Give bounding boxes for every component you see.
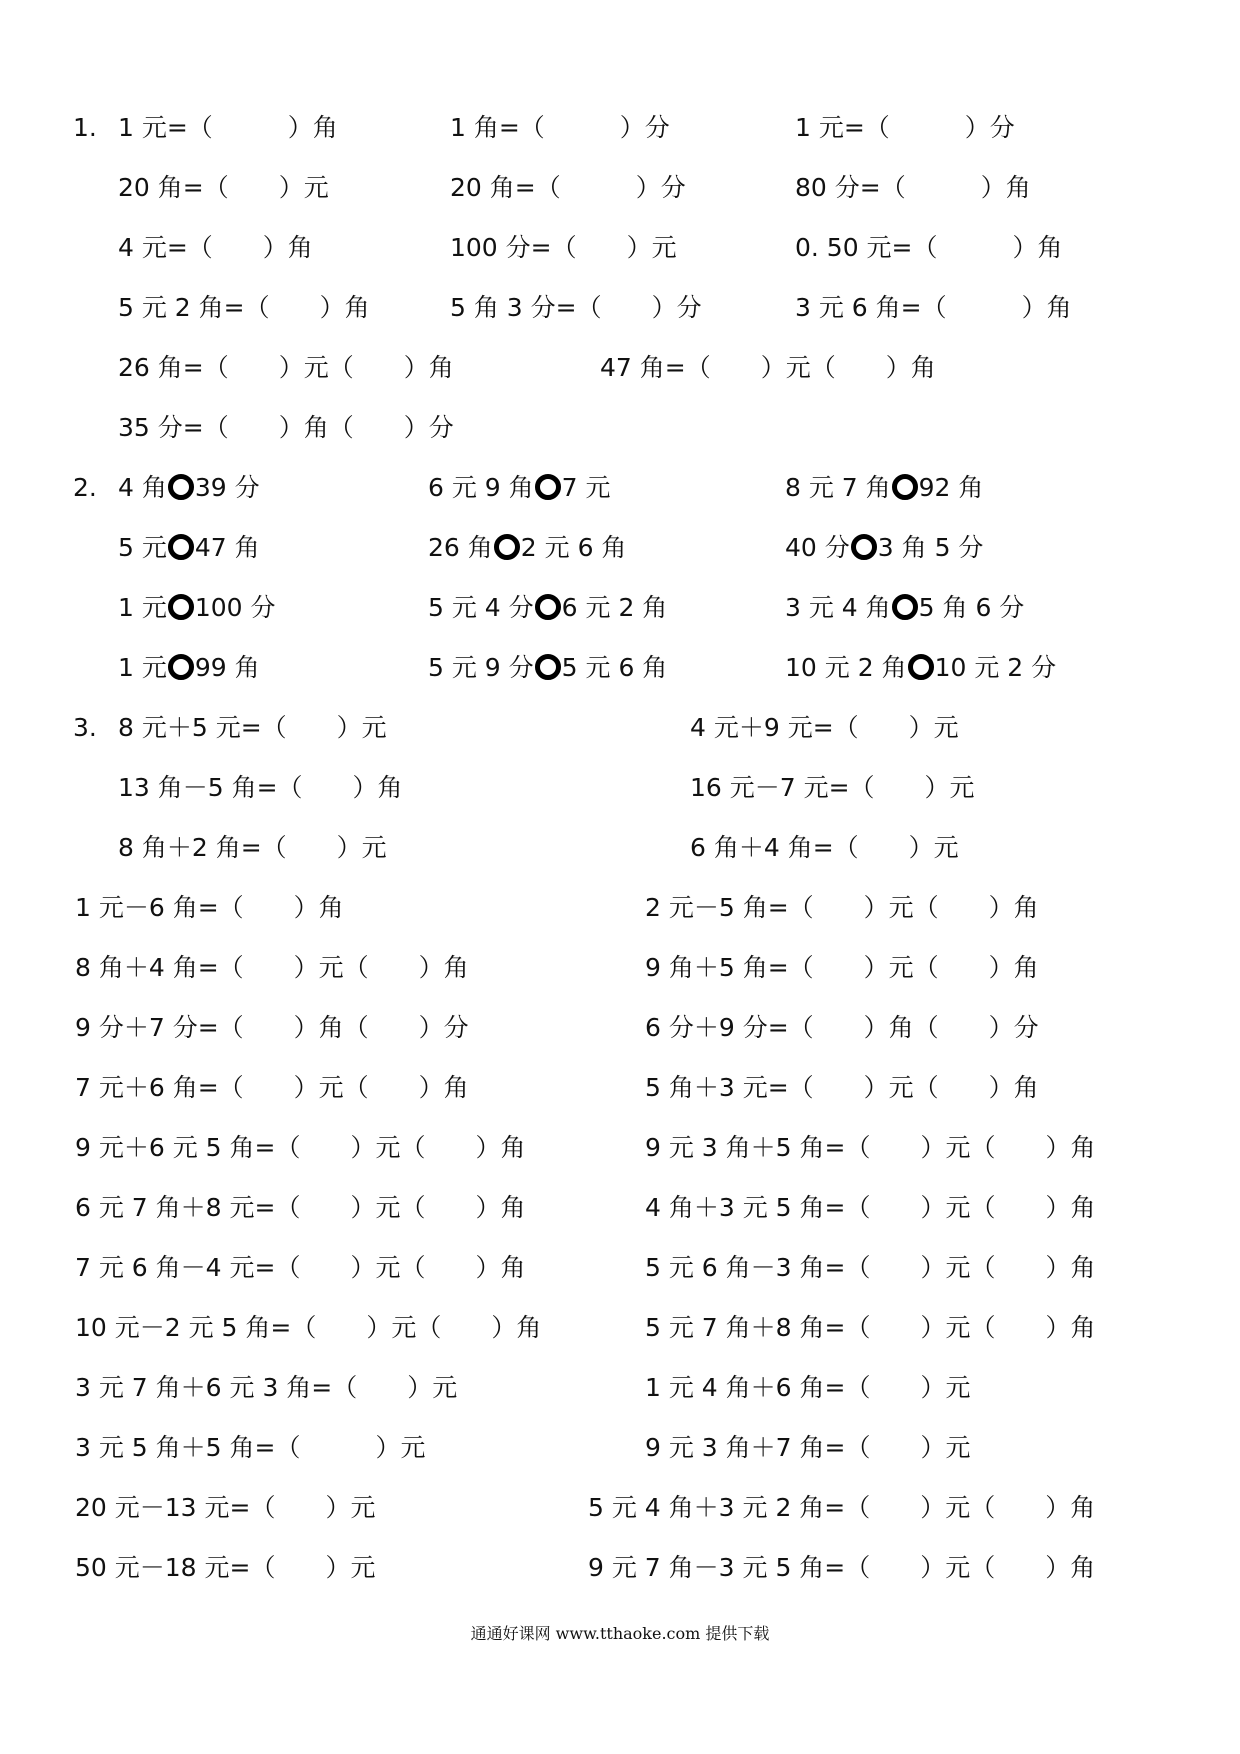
section-3-row-1 — [0, 708, 1240, 748]
compare-circle[interactable] — [168, 474, 194, 500]
comparison-right: 100 分 — [194, 593, 276, 622]
problem: 5 元 2 角=（ ）角 — [118, 293, 370, 322]
problem: 9 元 7 角－3 元 5 角=（ ）元（ ）角 — [588, 1553, 1096, 1582]
problem: 4 元=（ ）角 — [118, 233, 313, 262]
section-3-row-3 — [0, 828, 1240, 868]
section-1-row-6 — [0, 408, 1240, 448]
comparison-right: 7 元 — [561, 473, 611, 502]
problem: 9 分＋7 分=（ ）角（ ）分 — [75, 1013, 469, 1042]
comparison-right: 39 分 — [194, 473, 260, 502]
problem: 6 角＋4 角=（ ）元 — [690, 833, 959, 862]
problem: 80 分=（ ）角 — [795, 173, 1031, 202]
problem: 8 角＋4 角=（ ）元（ ）角 — [75, 953, 469, 982]
comparison — [428, 648, 667, 688]
comparison-left: 40 分 — [785, 533, 850, 562]
exercise-row — [0, 1488, 1240, 1528]
exercise-row — [0, 1248, 1240, 1288]
problem: 5 角 3 分=（ ）分 — [450, 293, 702, 322]
compare-circle[interactable] — [535, 594, 561, 620]
problem: 16 元－7 元=（ ）元 — [690, 773, 975, 802]
compare-circle[interactable] — [168, 534, 194, 560]
problem: 9 元＋6 元 5 角=（ ）元（ ）角 — [75, 1133, 526, 1162]
section-2-number: 2. — [73, 473, 97, 502]
comparison — [118, 468, 260, 508]
comparison-right: 10 元 2 分 — [934, 653, 1057, 682]
compare-circle[interactable] — [168, 594, 194, 620]
problem: 1 元－6 角=（ ）角 — [75, 893, 344, 922]
problem: 3 元 6 角=（ ）角 — [795, 293, 1072, 322]
problem: 1 元=（ ）分 — [795, 113, 1015, 142]
problem: 20 角=（ ）分 — [450, 173, 686, 202]
comparison-left: 5 元 4 分 — [428, 593, 534, 622]
section-1-row-2 — [0, 168, 1240, 208]
problem: 3 元 7 角＋6 元 3 角=（ ）元 — [75, 1373, 458, 1402]
problem: 9 元 3 角＋7 角=（ ）元 — [645, 1433, 971, 1462]
comparison-right: 6 元 2 角 — [561, 593, 668, 622]
comparison-left: 26 角 — [428, 533, 493, 562]
comparison-left: 5 元 9 分 — [428, 653, 534, 682]
section-2-row-3 — [0, 588, 1240, 628]
problem: 1 元=（ ）角 — [118, 113, 338, 142]
section-3-number: 3. — [73, 713, 97, 742]
comparison — [118, 588, 276, 628]
section-1-row-4 — [0, 288, 1240, 328]
problem: 26 角=（ ）元（ ）角 — [118, 353, 454, 382]
exercise-row — [0, 948, 1240, 988]
compare-circle[interactable] — [494, 534, 520, 560]
compare-circle[interactable] — [892, 594, 918, 620]
exercise-row — [0, 888, 1240, 928]
comparison-left: 1 元 — [118, 593, 167, 622]
problem: 20 元－13 元=（ ）元 — [75, 1493, 376, 1522]
problem: 13 角－5 角=（ ）角 — [118, 773, 403, 802]
problem: 5 元 4 角＋3 元 2 角=（ ）元（ ）角 — [588, 1493, 1096, 1522]
comparison-right: 2 元 6 角 — [520, 533, 627, 562]
compare-circle[interactable] — [908, 654, 934, 680]
problem: 50 元－18 元=（ ）元 — [75, 1553, 376, 1582]
problem: 100 分=（ ）元 — [450, 233, 677, 262]
comparison — [428, 588, 667, 628]
comparison-right: 99 角 — [194, 653, 260, 682]
section-1-number: 1. — [73, 113, 97, 142]
problem: 20 角=（ ）元 — [118, 173, 329, 202]
section-2-row-1 — [0, 468, 1240, 508]
comparison — [118, 528, 260, 568]
compare-circle[interactable] — [535, 654, 561, 680]
section-1-row-3 — [0, 228, 1240, 268]
problem: 5 元 7 角＋8 角=（ ）元（ ）角 — [645, 1313, 1096, 1342]
footer-credit: 通通好课网 www.tthaoke.com 提供下载 — [470, 1624, 770, 1643]
comparison-left: 1 元 — [118, 653, 167, 682]
problem: 2 元－5 角=（ ）元（ ）角 — [645, 893, 1039, 922]
exercise-row — [0, 1188, 1240, 1228]
comparison — [428, 528, 626, 568]
comparison-left: 5 元 — [118, 533, 167, 562]
exercise-row — [0, 1428, 1240, 1468]
comparison-right: 47 角 — [194, 533, 260, 562]
comparison-right: 5 角 6 分 — [918, 593, 1025, 622]
problem: 5 角＋3 元=（ ）元（ ）角 — [645, 1073, 1039, 1102]
exercise-row — [0, 1308, 1240, 1348]
section-2-row-2 — [0, 528, 1240, 568]
problem: 1 元 4 角＋6 角=（ ）元 — [645, 1373, 971, 1402]
exercise-row — [0, 1368, 1240, 1408]
comparison-left: 6 元 9 角 — [428, 473, 534, 502]
problem: 8 角＋2 角=（ ）元 — [118, 833, 387, 862]
comparison — [785, 528, 983, 568]
comparison — [428, 468, 611, 508]
problem: 3 元 5 角＋5 角=（ ）元 — [75, 1433, 426, 1462]
compare-circle[interactable] — [892, 474, 918, 500]
problem: 9 角＋5 角=（ ）元（ ）角 — [645, 953, 1039, 982]
exercise-row — [0, 1068, 1240, 1108]
problem: 6 元 7 角＋8 元=（ ）元（ ）角 — [75, 1193, 526, 1222]
comparison — [785, 468, 983, 508]
comparison-right: 3 角 5 分 — [877, 533, 984, 562]
problem: 6 分＋9 分=（ ）角（ ）分 — [645, 1013, 1039, 1042]
comparison — [785, 648, 1056, 688]
problem: 5 元 6 角－3 角=（ ）元（ ）角 — [645, 1253, 1096, 1282]
exercise-row — [0, 1008, 1240, 1048]
exercise-row — [0, 1128, 1240, 1168]
problem: 35 分=（ ）角（ ）分 — [118, 413, 454, 442]
compare-circle[interactable] — [851, 534, 877, 560]
comparison-left: 3 元 4 角 — [785, 593, 891, 622]
problem: 1 角=（ ）分 — [450, 113, 670, 142]
problem: 7 元 6 角－4 元=（ ）元（ ）角 — [75, 1253, 526, 1282]
comparison — [118, 648, 260, 688]
problem: 7 元＋6 角=（ ）元（ ）角 — [75, 1073, 469, 1102]
section-2-row-4 — [0, 648, 1240, 688]
section-3-row-2 — [0, 768, 1240, 808]
section-1-row-5 — [0, 348, 1240, 388]
comparison-left: 4 角 — [118, 473, 167, 502]
problem: 10 元－2 元 5 角=（ ）元（ ）角 — [75, 1313, 542, 1342]
problem: 0. 50 元=（ ）角 — [795, 233, 1063, 262]
problem: 4 角＋3 元 5 角=（ ）元（ ）角 — [645, 1193, 1096, 1222]
problem: 9 元 3 角＋5 角=（ ）元（ ）角 — [645, 1133, 1096, 1162]
comparison-left: 10 元 2 角 — [785, 653, 907, 682]
problem: 4 元＋9 元=（ ）元 — [690, 713, 959, 742]
exercise-row — [0, 1548, 1240, 1588]
comparison — [785, 588, 1024, 628]
section-1-row-1 — [0, 108, 1240, 148]
problem: 8 元＋5 元=（ ）元 — [118, 713, 387, 742]
compare-circle[interactable] — [535, 474, 561, 500]
comparison-right: 5 元 6 角 — [561, 653, 668, 682]
problem: 47 角=（ ）元（ ）角 — [600, 353, 936, 382]
comparison-left: 8 元 7 角 — [785, 473, 891, 502]
compare-circle[interactable] — [168, 654, 194, 680]
comparison-right: 92 角 — [918, 473, 984, 502]
